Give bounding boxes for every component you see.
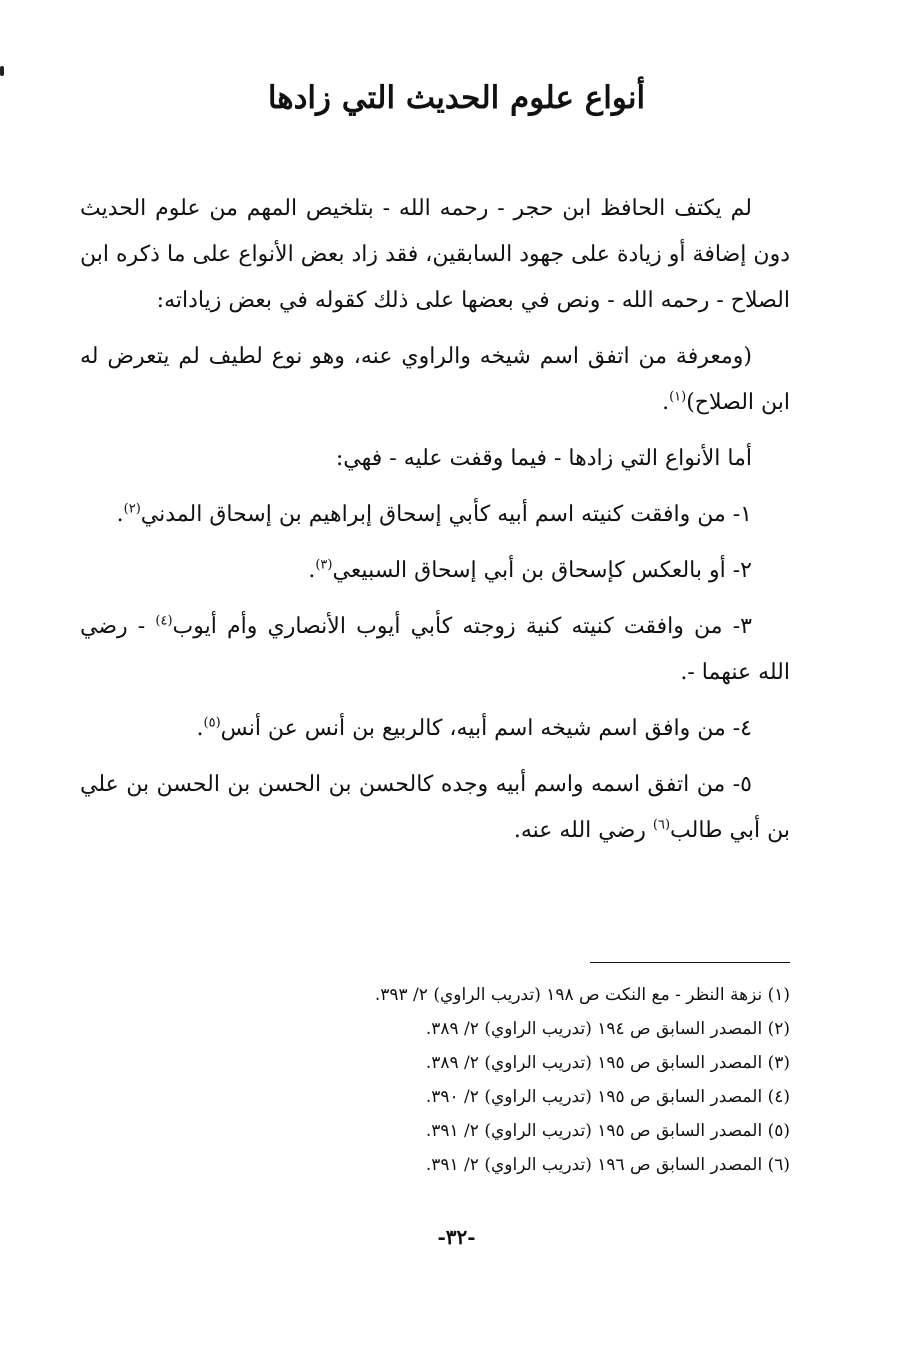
- list-item-text: ١- من وافقت كنيته اسم أبيه كأبي إسحاق إبراهيم بن إسحاق المدني: [140, 502, 752, 527]
- list-item-end: .: [196, 716, 204, 741]
- footnote-ref-6: (٦): [652, 817, 671, 833]
- list-item: [80, 604, 790, 696]
- footnote: (٦) المصدر السابق ص ١٩٦ (تدريب الراوي) ٢/ ٣٩١.: [425, 1155, 790, 1175]
- footnote: (١) نزهة النظر - مع النكت ص ١٩٨ (تدريب الراوي) ٢/ ٣٩٣.: [374, 985, 790, 1005]
- list-item-end: - رضي الله عنهما -.: [80, 614, 790, 685]
- list-item-text: ٣- من وافقت كنيته كنية زوجته كأبي أيوب الأنصاري وأم أيوب: [172, 614, 752, 639]
- list-item: [80, 548, 752, 594]
- quote-paragraph: [80, 334, 790, 426]
- list-item-text: ٤- من وافق اسم شيخه اسم أبيه، كالربيع بن أنس عن أنس: [220, 716, 752, 741]
- quote-end: .: [662, 390, 670, 415]
- footnote: (٤) المصدر السابق ص ١٩٥ (تدريب الراوي) ٢/ ٣٩٠.: [425, 1087, 790, 1107]
- list-item: [80, 762, 790, 854]
- list-item-end: رضي الله عنه.: [513, 818, 653, 843]
- quote-text: (ومعرفة من اتفق اسم شيخه والراوي عنه، وهو نوع لطيف لم يتعرض له ابن الصلاح): [80, 344, 790, 415]
- list-item-text: ٢- أو بالعكس كإسحاق بن أبي إسحاق السبيعي: [332, 558, 752, 583]
- intro-paragraph: لم يكتف الحافظ ابن حجر - رحمه الله - بتلخيص المهم من علوم الحديث دون إضافة أو زيادة على جهود السابقين، فقد زاد بعض الأنواع على ما ذكره ابن الصلاح - رحمه الله - ونص في بعضها على ذلك كقوله في بعض زياداته:: [80, 196, 790, 313]
- footnote-divider: [590, 962, 790, 963]
- main-text: [80, 186, 790, 864]
- footnote-ref-3: (٣): [315, 557, 333, 573]
- footnote-ref-2: (٢): [123, 501, 141, 517]
- page-number: -٣٢-: [437, 1225, 476, 1249]
- footnote-ref-4: (٤): [155, 613, 173, 629]
- list-item: [80, 492, 752, 538]
- footnote: (٣) المصدر السابق ص ١٩٥ (تدريب الراوي) ٢/ ٣٨٩.: [425, 1053, 790, 1073]
- list-item-end: .: [308, 558, 316, 583]
- list-item: [80, 706, 752, 752]
- lead-paragraph: أما الأنواع التي زادها - فيما وقفت عليه - فهي:: [335, 446, 752, 471]
- footnote: (٢) المصدر السابق ص ١٩٤ (تدريب الراوي) ٢/ ٣٨٩.: [425, 1019, 790, 1039]
- footnotes: [160, 978, 790, 1182]
- footnote: (٥) المصدر السابق ص ١٩٥ (تدريب الراوي) ٢/ ٣٩١.: [425, 1121, 790, 1141]
- list-item-end: .: [116, 502, 124, 527]
- footnote-ref-5: (٥): [203, 715, 221, 731]
- list-item-text: ٥- من اتفق اسمه واسم أبيه وجده كالحسن بن الحسن بن الحسن بن علي بن أبي طالب: [80, 772, 790, 843]
- footnote-ref-1: (١): [669, 389, 687, 405]
- page-title: أنواع علوم الحديث التي زادها: [267, 80, 646, 116]
